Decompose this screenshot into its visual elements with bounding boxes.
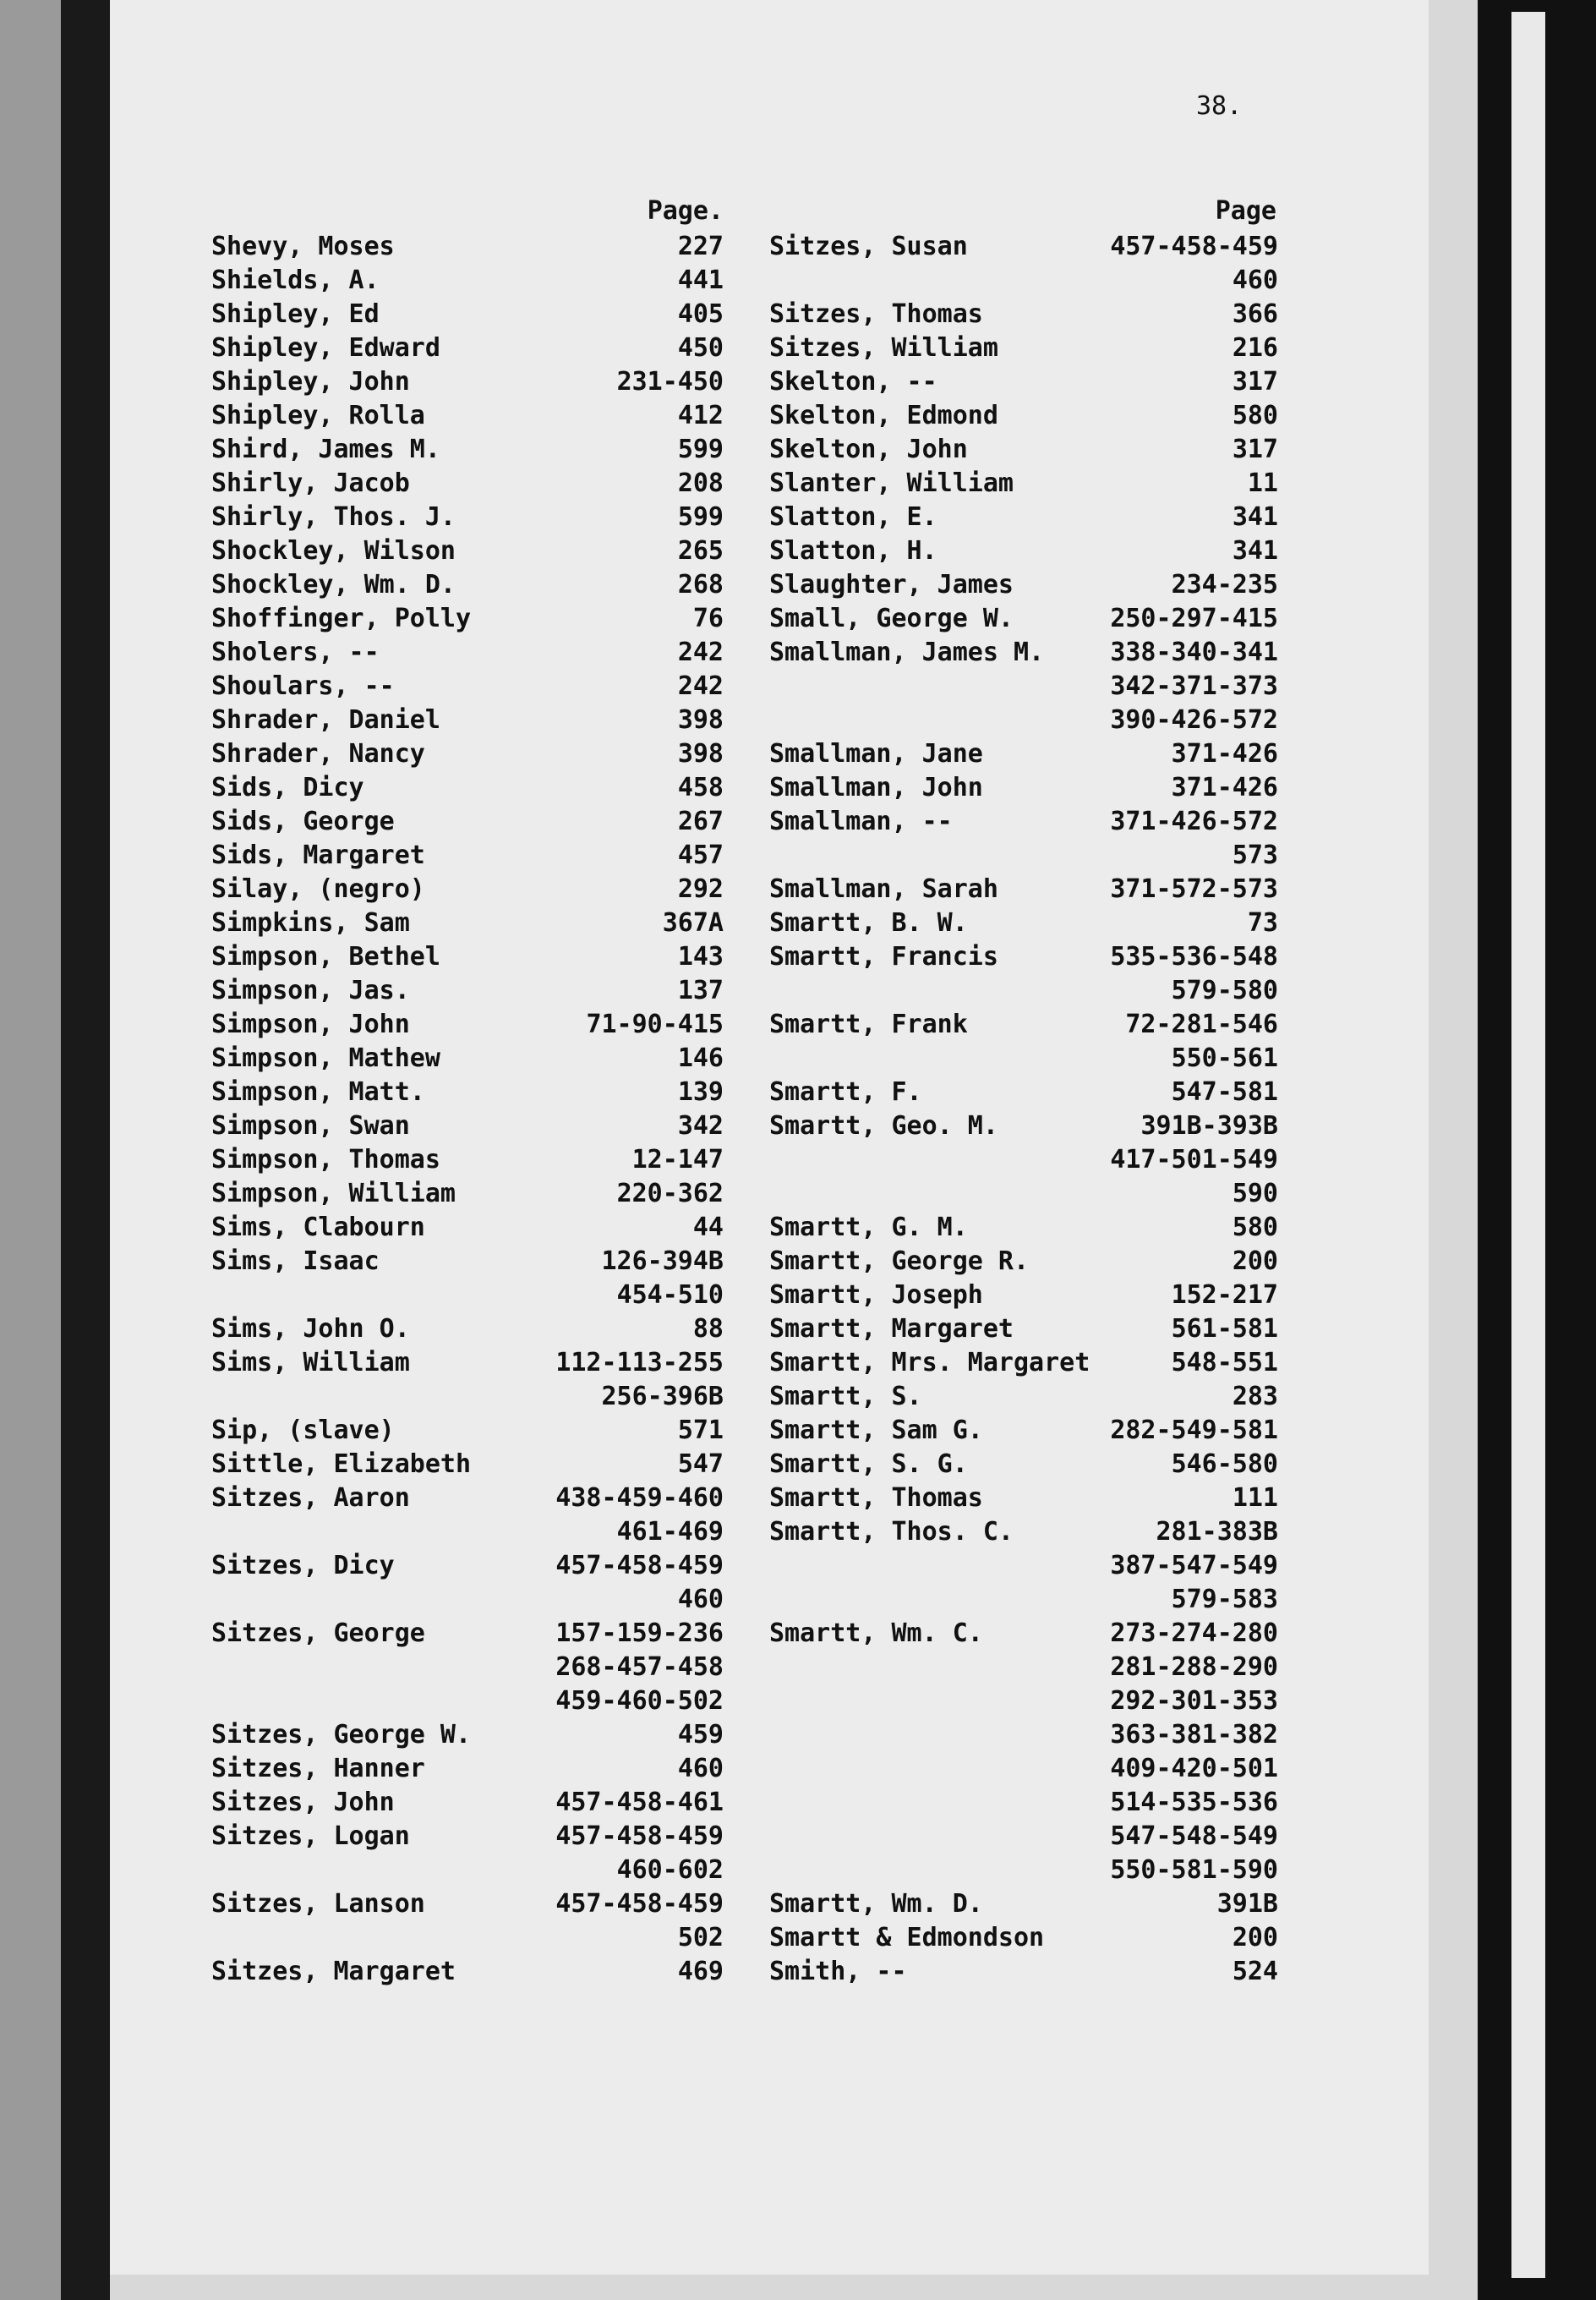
entry-pages: 220-362 — [616, 1179, 724, 1208]
entry-pages: 412 — [677, 401, 724, 430]
index-entry — [211, 636, 724, 670]
entry-pages: 268 — [677, 570, 724, 600]
entry-pages: 458 — [677, 773, 724, 802]
entry-pages: 546-580 — [1171, 1449, 1278, 1479]
entry-name: Smartt, Thomas — [769, 1483, 983, 1513]
index-entry — [769, 1279, 1278, 1312]
entry-name: Simpson, Bethel — [211, 942, 440, 972]
index-entry — [769, 602, 1278, 636]
entry-pages: 461-469 — [616, 1517, 724, 1547]
entry-pages: 256-396B — [601, 1382, 724, 1411]
entry-pages: 459-460-502 — [555, 1686, 724, 1716]
entry-name: Shevy, Moses — [211, 232, 395, 261]
index-entry — [211, 873, 724, 906]
index-entry — [769, 771, 1278, 805]
index-entry — [769, 839, 1278, 873]
entry-pages: 535-536-548 — [1110, 942, 1278, 972]
entry-pages: 250-297-415 — [1110, 604, 1278, 633]
entry-pages: 268-457-458 — [555, 1652, 724, 1682]
index-entry — [211, 534, 724, 568]
entry-pages: 573 — [1232, 841, 1278, 870]
index-entry — [211, 1684, 724, 1718]
entry-pages: 460 — [677, 1754, 724, 1783]
index-entry — [769, 433, 1278, 467]
entry-name: Simpkins, Sam — [211, 908, 410, 938]
entry-pages: 469 — [677, 1957, 724, 1986]
entry-name: Simpson, Jas. — [211, 976, 410, 1005]
entry-name: Smartt, Joseph — [769, 1280, 983, 1310]
index-entry — [769, 1448, 1278, 1481]
entry-pages: 292 — [677, 874, 724, 904]
entry-pages: 590 — [1232, 1179, 1278, 1208]
entry-pages: 234-235 — [1171, 570, 1278, 600]
index-entry — [211, 602, 724, 636]
entry-pages: 126-394B — [601, 1246, 724, 1276]
entry-name: Sitzes, George W. — [211, 1720, 472, 1750]
entry-name: Sims, Clabourn — [211, 1213, 425, 1242]
entry-name: Smartt, Sam G. — [769, 1416, 983, 1445]
entry-name: Smartt, Frank — [769, 1010, 968, 1039]
index-entry — [211, 1008, 724, 1042]
entry-name: Shrader, Nancy — [211, 739, 425, 769]
entry-name: Sitzes, Lanson — [211, 1889, 425, 1919]
entry-name: Smartt, Wm. C. — [769, 1618, 983, 1648]
entry-pages: 599 — [677, 435, 724, 464]
index-entry — [769, 670, 1278, 704]
index-entry — [769, 1583, 1278, 1617]
entry-pages: 371-572-573 — [1110, 874, 1278, 904]
index-entry — [211, 1143, 724, 1177]
index-entry — [769, 737, 1278, 771]
index-entry — [211, 298, 724, 331]
entry-name: Smallman, -- — [769, 807, 953, 836]
entry-pages: 157-159-236 — [555, 1618, 724, 1648]
entry-name: Slatton, E. — [769, 502, 937, 532]
entry-pages: 457 — [677, 841, 724, 870]
entry-pages: 267 — [677, 807, 724, 836]
entry-pages: 292-301-353 — [1110, 1686, 1278, 1716]
entry-pages: 550-561 — [1171, 1043, 1278, 1073]
entry-name: Slaughter, James — [769, 570, 1014, 600]
entry-name: Smith, -- — [769, 1957, 907, 1986]
index-entry — [769, 1076, 1278, 1109]
index-entry — [769, 1684, 1278, 1718]
entry-name: Sitzes, Susan — [769, 232, 968, 261]
index-entry — [211, 331, 724, 365]
entry-name: Smartt, George R. — [769, 1246, 1030, 1276]
index-entry — [211, 1109, 724, 1143]
index-entry — [211, 433, 724, 467]
index-entry — [211, 1245, 724, 1279]
entry-pages: 143 — [677, 942, 724, 972]
index-entry — [211, 1515, 724, 1549]
entry-pages: 208 — [677, 468, 724, 498]
entry-name: Shockley, Wilson — [211, 536, 456, 566]
entry-pages: 341 — [1232, 502, 1278, 532]
index-entry — [769, 974, 1278, 1008]
entry-pages: 342-371-373 — [1110, 671, 1278, 701]
index-entry — [769, 298, 1278, 331]
entry-pages: 281-383B — [1156, 1517, 1278, 1547]
page-number: 38. — [1196, 91, 1243, 121]
entry-name: Slatton, H. — [769, 536, 937, 566]
index-entry — [211, 1076, 724, 1109]
entry-name: Smartt, B. W. — [769, 908, 968, 938]
entry-pages: 111 — [1232, 1483, 1278, 1513]
left-index-column — [211, 230, 724, 1989]
index-entry — [211, 1346, 724, 1380]
entry-pages: 547-548-549 — [1110, 1821, 1278, 1851]
entry-pages: 580 — [1232, 1213, 1278, 1242]
entry-name: Sitzes, Logan — [211, 1821, 410, 1851]
index-entry — [211, 501, 724, 534]
index-entry — [211, 467, 724, 501]
index-entry — [769, 873, 1278, 906]
entry-name: Simpson, Mathew — [211, 1043, 440, 1073]
entry-name: Shields, A. — [211, 266, 380, 295]
index-entry — [769, 1549, 1278, 1583]
index-entry — [211, 1718, 724, 1752]
index-entry — [211, 974, 724, 1008]
entry-pages: 146 — [677, 1043, 724, 1073]
entry-name: Smartt, Francis — [769, 942, 998, 972]
index-entry — [211, 771, 724, 805]
index-entry — [769, 1854, 1278, 1887]
entry-name: Sip, (slave) — [211, 1416, 395, 1445]
entry-name: Sitzes, Dicy — [211, 1551, 395, 1580]
index-entry — [769, 1414, 1278, 1448]
index-entry — [769, 1617, 1278, 1651]
entry-pages: 514-535-536 — [1110, 1788, 1278, 1817]
index-entry — [769, 704, 1278, 737]
index-entry — [769, 534, 1278, 568]
entry-name: Sitzes, Margaret — [211, 1957, 456, 1986]
index-entry — [211, 1481, 724, 1515]
entry-pages: 12-147 — [631, 1145, 724, 1175]
entry-pages: 366 — [1232, 299, 1278, 329]
entry-name: Shipley, John — [211, 367, 410, 397]
entry-pages: 139 — [677, 1077, 724, 1107]
entry-pages: 599 — [677, 502, 724, 532]
entry-name: Smartt, Wm. D. — [769, 1889, 983, 1919]
entry-pages: 283 — [1232, 1382, 1278, 1411]
entry-pages: 71-90-415 — [586, 1010, 724, 1039]
index-entry — [769, 1515, 1278, 1549]
entry-pages: 367A — [662, 908, 724, 938]
entry-name: Smartt & Edmondson — [769, 1923, 1045, 1952]
entry-pages: 550-581-590 — [1110, 1855, 1278, 1885]
index-entry — [769, 365, 1278, 399]
index-entry — [769, 1380, 1278, 1414]
entry-pages: 338-340-341 — [1110, 638, 1278, 667]
entry-pages: 273-274-280 — [1110, 1618, 1278, 1648]
index-entry — [211, 940, 724, 974]
entry-pages: 460 — [677, 1585, 724, 1614]
entry-pages: 548-551 — [1171, 1348, 1278, 1377]
entry-pages: 200 — [1232, 1246, 1278, 1276]
entry-name: Simpson, William — [211, 1179, 456, 1208]
entry-name: Smallman, John — [769, 773, 983, 802]
entry-pages: 457-458-459 — [555, 1551, 724, 1580]
entry-pages: 317 — [1232, 367, 1278, 397]
index-entry — [211, 1786, 724, 1820]
entry-name: Simpson, John — [211, 1010, 410, 1039]
index-entry — [211, 839, 724, 873]
entry-name: Small, George W. — [769, 604, 1014, 633]
index-entry — [769, 906, 1278, 940]
entry-pages: 460-602 — [616, 1855, 724, 1885]
entry-pages: 524 — [1232, 1957, 1278, 1986]
entry-pages: 457-458-459 — [555, 1821, 724, 1851]
entry-pages: 76 — [692, 604, 724, 633]
entry-pages: 398 — [677, 705, 724, 735]
index-entry — [211, 805, 724, 839]
index-entry — [211, 737, 724, 771]
index-entry — [211, 1380, 724, 1414]
scan-margin-right — [1478, 0, 1596, 2300]
entry-name: Simpson, Thomas — [211, 1145, 440, 1175]
index-entry — [769, 805, 1278, 839]
entry-pages: 390-426-572 — [1110, 705, 1278, 735]
index-entry — [769, 1820, 1278, 1854]
entry-name: Smartt, S. G. — [769, 1449, 968, 1479]
entry-pages: 112-113-255 — [555, 1348, 724, 1377]
right-index-column — [769, 230, 1278, 1989]
index-entry — [211, 230, 724, 264]
entry-pages: 73 — [1247, 908, 1278, 938]
entry-name: Sittle, Elizabeth — [211, 1449, 472, 1479]
index-entry — [211, 1448, 724, 1481]
entry-name: Sitzes, Hanner — [211, 1754, 425, 1783]
entry-name: Skelton, John — [769, 435, 968, 464]
index-entry — [769, 636, 1278, 670]
entry-pages: 152-217 — [1171, 1280, 1278, 1310]
index-entry — [211, 1177, 724, 1211]
entry-pages: 417-501-549 — [1110, 1145, 1278, 1175]
entry-name: Smartt, Geo. M. — [769, 1111, 998, 1141]
right-page-header: Page — [1215, 196, 1276, 226]
index-entry — [769, 1245, 1278, 1279]
entry-name: Sitzes, George — [211, 1618, 425, 1648]
entry-name: Shipley, Rolla — [211, 401, 425, 430]
entry-name: Sitzes, Thomas — [769, 299, 983, 329]
entry-name: Smallman, Sarah — [769, 874, 998, 904]
index-entry — [211, 365, 724, 399]
entry-pages: 265 — [677, 536, 724, 566]
entry-pages: 457-458-459 — [1110, 232, 1278, 261]
entry-pages: 371-426 — [1171, 773, 1278, 802]
entry-pages: 405 — [677, 299, 724, 329]
entry-name: Sims, William — [211, 1348, 410, 1377]
index-entry — [211, 1921, 724, 1955]
entry-name: Smartt, G. M. — [769, 1213, 968, 1242]
index-entry — [769, 1211, 1278, 1245]
index-entry — [769, 1481, 1278, 1515]
entry-name: Shoffinger, Polly — [211, 604, 472, 633]
entry-pages: 72-281-546 — [1125, 1010, 1278, 1039]
index-entry — [211, 1211, 724, 1245]
entry-pages: 450 — [677, 333, 724, 363]
entry-pages: 547 — [677, 1449, 724, 1479]
entry-pages: 457-458-459 — [555, 1889, 724, 1919]
entry-pages: 441 — [677, 266, 724, 295]
entry-pages: 137 — [677, 976, 724, 1005]
entry-name: Shird, James M. — [211, 435, 440, 464]
entry-pages: 454-510 — [616, 1280, 724, 1310]
book-binding — [61, 0, 110, 2300]
entry-name: Simpson, Matt. — [211, 1077, 425, 1107]
entry-name: Sims, John O. — [211, 1314, 410, 1344]
entry-name: Smartt, Margaret — [769, 1314, 1014, 1344]
entry-name: Sholers, -- — [211, 638, 380, 667]
entry-pages: 11 — [1247, 468, 1278, 498]
index-entry — [769, 331, 1278, 365]
entry-pages: 561-581 — [1171, 1314, 1278, 1344]
entry-name: Smartt, Thos. C. — [769, 1517, 1014, 1547]
index-entry — [769, 264, 1278, 298]
index-entry — [211, 906, 724, 940]
index-entry — [769, 1143, 1278, 1177]
index-entry — [211, 704, 724, 737]
entry-name: Sims, Isaac — [211, 1246, 380, 1276]
entry-pages: 457-458-461 — [555, 1788, 724, 1817]
entry-name: Sids, Margaret — [211, 841, 425, 870]
page-edge — [1511, 12, 1545, 2278]
entry-pages: 216 — [1232, 333, 1278, 363]
entry-pages: 502 — [677, 1923, 724, 1952]
entry-pages: 387-547-549 — [1110, 1551, 1278, 1580]
entry-pages: 88 — [692, 1314, 724, 1344]
entry-name: Smallman, James M. — [769, 638, 1045, 667]
index-entry — [769, 1887, 1278, 1921]
entry-name: Simpson, Swan — [211, 1111, 410, 1141]
index-entry — [769, 568, 1278, 602]
index-entry — [211, 1854, 724, 1887]
entry-pages: 398 — [677, 739, 724, 769]
index-entry — [211, 1549, 724, 1583]
index-entry — [211, 1279, 724, 1312]
entry-name: Skelton, Edmond — [769, 401, 998, 430]
entry-pages: 547-581 — [1171, 1077, 1278, 1107]
entry-pages: 200 — [1232, 1923, 1278, 1952]
left-page-header: Page. — [647, 196, 724, 226]
entry-pages: 231-450 — [616, 367, 724, 397]
entry-name: Shoulars, -- — [211, 671, 395, 701]
index-entry — [769, 1752, 1278, 1786]
entry-pages: 579-580 — [1171, 976, 1278, 1005]
entry-name: Sitzes, Aaron — [211, 1483, 410, 1513]
index-entry — [769, 1955, 1278, 1989]
index-entry — [769, 1312, 1278, 1346]
entry-pages: 317 — [1232, 435, 1278, 464]
index-entry — [211, 399, 724, 433]
entry-pages: 342 — [677, 1111, 724, 1141]
entry-name: Sitzes, William — [769, 333, 998, 363]
entry-name: Sids, George — [211, 807, 395, 836]
index-entry — [211, 1583, 724, 1617]
entry-name: Smartt, Mrs. Margaret — [769, 1348, 1090, 1377]
entry-pages: 409-420-501 — [1110, 1754, 1278, 1783]
index-entry — [211, 568, 724, 602]
entry-name: Shipley, Ed — [211, 299, 380, 329]
entry-pages: 391B-393B — [1140, 1111, 1278, 1141]
index-entry — [769, 1921, 1278, 1955]
entry-pages: 341 — [1232, 536, 1278, 566]
entry-name: Shirly, Thos. J. — [211, 502, 456, 532]
index-entry — [211, 1414, 724, 1448]
index-entry — [769, 1008, 1278, 1042]
index-entry — [769, 467, 1278, 501]
index-entry — [769, 1109, 1278, 1143]
entry-pages: 371-426 — [1171, 739, 1278, 769]
index-entry — [211, 1651, 724, 1684]
entry-name: Slanter, William — [769, 468, 1014, 498]
index-entry — [211, 1887, 724, 1921]
entry-name: Smartt, F. — [769, 1077, 922, 1107]
entry-pages: 242 — [677, 671, 724, 701]
index-entry — [211, 1312, 724, 1346]
entry-pages: 44 — [692, 1213, 724, 1242]
entry-pages: 242 — [677, 638, 724, 667]
index-entry — [769, 1718, 1278, 1752]
index-entry — [769, 1651, 1278, 1684]
entry-name: Shipley, Edward — [211, 333, 440, 363]
index-entry — [769, 501, 1278, 534]
entry-name: Silay, (negro) — [211, 874, 425, 904]
entry-pages: 281-288-290 — [1110, 1652, 1278, 1682]
entry-name: Smallman, Jane — [769, 739, 983, 769]
entry-pages: 371-426-572 — [1110, 807, 1278, 836]
entry-pages: 460 — [1232, 266, 1278, 295]
index-entry — [769, 230, 1278, 264]
index-entry — [769, 399, 1278, 433]
entry-pages: 363-381-382 — [1110, 1720, 1278, 1750]
entry-name: Sids, Dicy — [211, 773, 364, 802]
entry-pages: 571 — [677, 1416, 724, 1445]
index-entry — [769, 1177, 1278, 1211]
index-entry — [211, 670, 724, 704]
entry-pages: 438-459-460 — [555, 1483, 724, 1513]
entry-name: Shrader, Daniel — [211, 705, 440, 735]
entry-name: Skelton, -- — [769, 367, 937, 397]
entry-pages: 282-549-581 — [1110, 1416, 1278, 1445]
index-entry — [211, 1617, 724, 1651]
entry-pages: 579-583 — [1171, 1585, 1278, 1614]
entry-pages: 580 — [1232, 401, 1278, 430]
entry-pages: 227 — [677, 232, 724, 261]
entry-name: Sitzes, John — [211, 1788, 395, 1817]
entry-name: Shirly, Jacob — [211, 468, 410, 498]
index-entry — [211, 1042, 724, 1076]
index-entry — [211, 1752, 724, 1786]
entry-pages: 459 — [677, 1720, 724, 1750]
index-entry — [769, 1346, 1278, 1380]
index-entry — [769, 940, 1278, 974]
entry-name: Smartt, S. — [769, 1382, 922, 1411]
entry-pages: 391B — [1216, 1889, 1278, 1919]
index-entry — [769, 1786, 1278, 1820]
index-entry — [211, 264, 724, 298]
index-entry — [211, 1955, 724, 1989]
index-entry — [211, 1820, 724, 1854]
entry-name: Shockley, Wm. D. — [211, 570, 456, 600]
index-entry — [769, 1042, 1278, 1076]
